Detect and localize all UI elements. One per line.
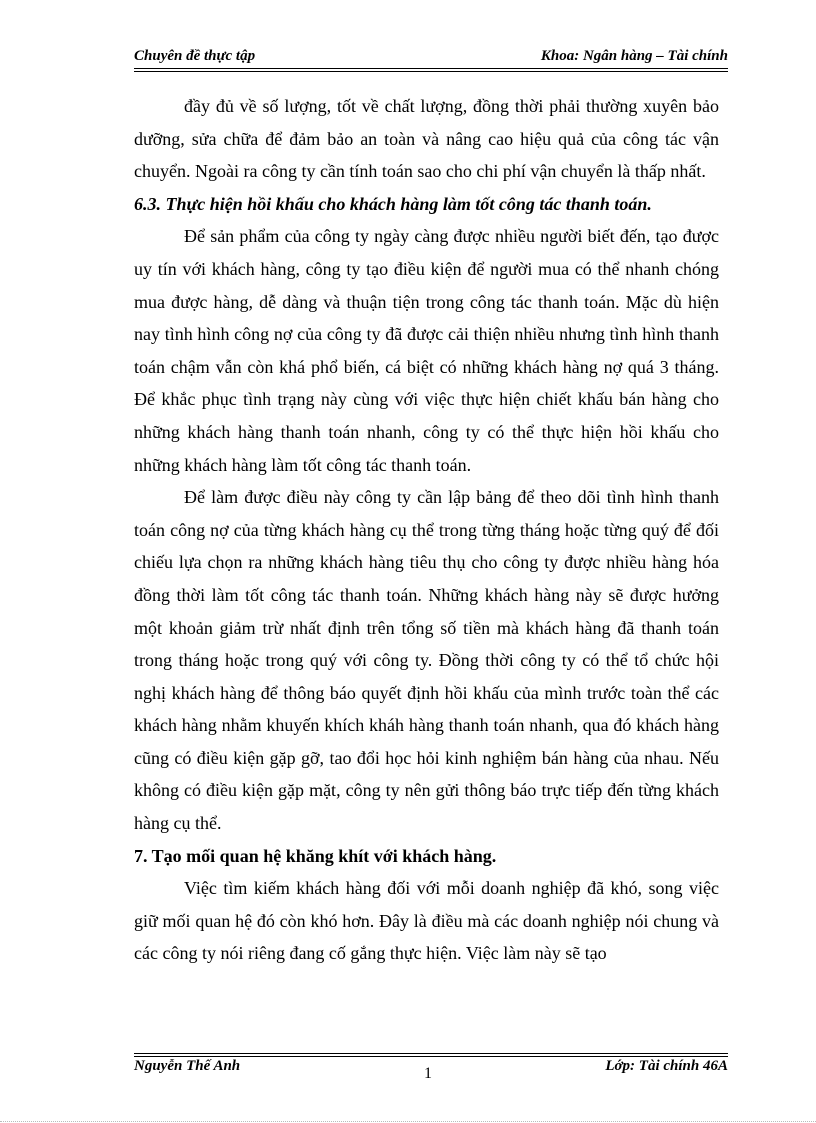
paragraph-3: Việc tìm kiếm khách hàng đối với mỗi doanh nghiệp đã khó, song việc giữ mối quan hệ đó còn khó hơn. Đây là điều mà các doanh nghiệp nói chung và các công ty nói riêng đang cố gắng thực hiện. Việc làm này sẽ tạo (134, 878, 719, 964)
page-body (134, 90, 719, 970)
footer-class: Lớp: Tài chính 46A (605, 1058, 728, 1074)
header-divider (134, 68, 728, 69)
page-number: 1 (424, 1065, 432, 1082)
page-break-line (0, 1121, 816, 1122)
paragraph-2: Để làm được điều này công ty cần lập bảng để theo dõi tình hình thanh toán công nợ của từng khách hàng cụ thể trong từng tháng hoặc từng quý để đối chiếu lựa chọn ra những khách hàng tiêu thụ cho công ty được nhiều hàng hóa đồng thời làm tốt công tác thanh toán. Những khách hàng này sẽ được hưởng một khoản giảm trừ nhất định trên tổng số tiền mà khách hàng đã thanh toán trong tháng hoặc trong quý với công ty. Đồng thời công ty có thể tổ chức hội nghị khách hàng để thông báo quyết định hồi khấu của mình trước toàn thể các khách hàng nhằm khuyến khích kháh hàng thanh toán nhanh, qua đó khách hàng cũng có điều kiện gặp gỡ, tao đổi học hỏi kinh nghiệm bán hàng của nhau. Nếu không có điều kiện gặp mặt, công ty nên gửi thông báo trực tiếp đến từng khách hàng cụ thể. (134, 487, 719, 834)
page-footer (134, 1058, 728, 1082)
footer-author: Nguyễn Thế Anh (134, 1058, 241, 1074)
page-header (134, 48, 728, 68)
footer-divider-secondary (134, 1056, 728, 1057)
header-divider-secondary (134, 71, 728, 72)
section-heading-6-3: 6.3. Thực hiện hồi khấu cho khách hàng làm tốt công tác thanh toán. (134, 193, 652, 214)
paragraph-continued: đầy đủ về số lượng, tốt về chất lượng, đồng thời phải thường xuyên bảo dưỡng, sửa chữa để đảm bảo an toàn và nâng cao hiệu quả của công tác vận chuyển. Ngoài ra công ty cần tính toán sao cho chi phí vận chuyển là thấp nhất. (134, 96, 719, 182)
paragraph-1: Để sản phẩm của công ty ngày càng được nhiều người biết đến, tạo được uy tín với khách hàng, công ty tạo điều kiện để người mua có thể nhanh chóng mua được hàng, dễ dàng và thuận tiện trong công tác thanh toán. Mặc dù hiện nay tình hình công nợ của công ty đã được cải thiện nhiều nhưng tình hình thanh toán chậm vẫn còn khá phổ biến, cá biệt có những khách hàng nợ quá 3 tháng. Để khắc phục tình trạng này cùng với việc thực hiện chiết khấu bán hàng cho những khách hàng thanh toán nhanh, công ty có thể thực hiện hồi khấu cho những khách hàng làm tốt công tác thanh toán. (134, 226, 719, 475)
header-document-title: Chuyên đề thực tập (134, 48, 256, 64)
header-faculty: Khoa: Ngân hàng – Tài chính (540, 48, 728, 64)
footer-divider (134, 1053, 728, 1054)
section-heading-7: 7. Tạo mối quan hệ khăng khít với khách hàng. (134, 845, 497, 866)
